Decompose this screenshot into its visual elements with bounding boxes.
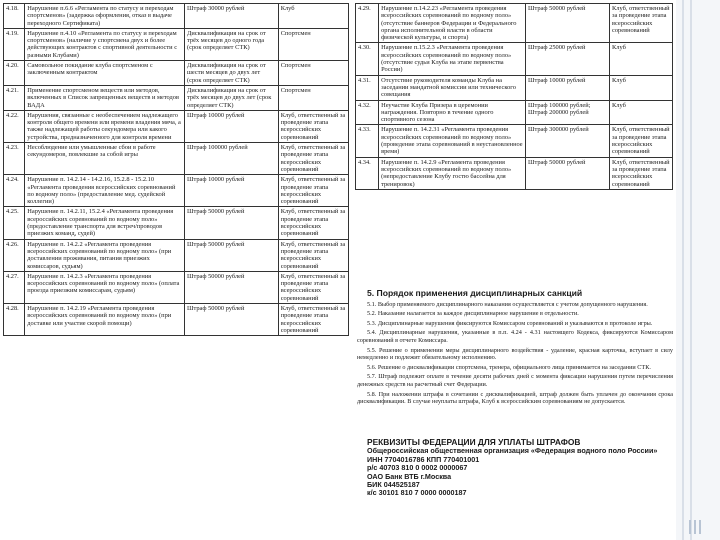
rule-description: Нарушения, связанные с необеспечением надлежащего контроля общего времени или времени владения мяча, а также надлежащей работы секундомера или какого устройства, предназначенного для контроля времени: [25, 110, 185, 142]
rule-description: Нарушение п. 14.2.9 «Регламента проведения всероссийских соревнований по водному поло» (непредоставление Клубу гостю бассейна для тренировок): [379, 157, 526, 189]
section-paragraph: 5.1. Выбор применяемого дисциплинарного наказания осуществляется с учетом допущенного нарушения.: [367, 300, 648, 308]
rule-responsible: Клуб, ответственный за проведение этапа всероссийских соревнований: [278, 143, 348, 175]
rule-penalty: Штраф 100000 рублей; Штраф 200000 рублей: [526, 100, 610, 125]
rule-responsible: Спортсмен: [278, 61, 348, 86]
sanctions-section: [357, 290, 673, 408]
rule-number: 4.25.: [4, 207, 25, 239]
table-row: [356, 100, 673, 125]
section-paragraph: 5.7. Штраф подлежит оплате в течение десяти рабочих дней с момента фиксации нарушения путем перечисления денежных средств на расчетный счет Федерации.: [357, 373, 673, 388]
rule-penalty: Дисквалификация на срок от трёх месяцев до двух лет (срок определяет СТК): [185, 85, 279, 110]
rule-responsible: Клуб, ответственный за проведение этапа всероссийских соревнований: [278, 239, 348, 271]
rule-penalty: Штраф 300000 рублей: [526, 125, 610, 157]
section-title: 5. Порядок применения дисциплинарных санкций: [367, 288, 583, 298]
rule-number: 4.18.: [4, 4, 25, 29]
rule-penalty: Штраф 50000 рублей: [526, 4, 610, 43]
section-paragraph: 5.4. Дисциплинарные нарушения, указанные в п.п. 4.24 - 4.31 настоящего Кодекса, фиксируются Комиссаром соревнований в отчете Комиссара.: [357, 329, 673, 344]
rule-description: Нарушение п. 14.2.11, 15.2.4 «Регламента проведения всероссийских соревнований по водному поло» (предоставление транспорта для встреч/проводов приезжих команд, судей): [25, 207, 185, 239]
table-row: [4, 303, 349, 335]
rule-responsible: Клуб, ответственный за проведение этапа всероссийских соревнований: [278, 271, 348, 303]
section-paragraph: 5.5. Решение о применении меры дисциплинарного воздействия - удаление, красная карточка, вступает в силу немедленно и подлежит обязательному исполнению.: [357, 346, 673, 362]
table-row: [4, 85, 349, 110]
right-document-page: [355, 0, 673, 540]
rule-number: 4.31.: [356, 75, 379, 100]
rule-penalty: Штраф 50000 рублей: [185, 303, 279, 335]
requisites-line: Общероссийская общественная организация «Федерация водного поло России»: [367, 446, 658, 456]
rule-penalty: Дисквалификация на срок от шести месяцев до двух лет (срок определяет СТК): [185, 61, 279, 86]
rule-penalty: Штраф 30000 рублей: [185, 4, 279, 29]
rule-number: 4.24.: [4, 175, 25, 207]
table-row: [4, 271, 349, 303]
rule-penalty: Штраф 50000 рублей: [185, 271, 279, 303]
table-row: [4, 143, 349, 175]
rule-penalty: Штраф 10000 рублей: [526, 75, 610, 100]
requisites-block: [367, 438, 667, 498]
section-paragraph: 5.6. Решение о дисквалификации спортсмена, тренера, официального лица принимается на заседании СТК.: [367, 363, 651, 371]
rule-responsible: Спортсмен: [278, 85, 348, 110]
rule-number: 4.27.: [4, 271, 25, 303]
rule-description: Самовольное покидание клуба спортсменом с заключенным контрактом: [25, 61, 185, 86]
section-paragraph: 5.2. Наказание налагается за каждое дисциплинарное нарушение в отдельности.: [367, 310, 579, 318]
rule-number: 4.28.: [4, 303, 25, 335]
rule-description: Нарушение п.6.6 «Регламента по статусу и переходам спортсменов» (задержка оформления, отказ в выдаче переходного Сертификата): [25, 4, 185, 29]
rule-responsible: Клуб: [610, 43, 673, 75]
rule-number: 4.33.: [356, 125, 379, 157]
rule-penalty: Дисквалификация на срок от трёх месяцев до одного года (срок определяет СТК): [185, 28, 279, 60]
rule-responsible: Клуб: [278, 4, 348, 29]
viewer-side-strip: [676, 0, 720, 540]
rule-responsible: Клуб, ответственный за проведение этапа всероссийских соревнований: [610, 157, 673, 189]
rule-responsible: Клуб, ответственный за проведение этапа всероссийских соревнований: [610, 125, 673, 157]
section-paragraph: 5.8. При наложении штрафа в сочетании с дисквалификацией, штраф должен быть уплачен до окончания срока дисквалификации. В случае неуплаты штрафа, Клуб к всероссийским соревнованиям не допускается.: [357, 390, 673, 406]
table-row: [356, 75, 673, 100]
page-marker-icon: [689, 520, 709, 534]
left-document-page: [0, 0, 350, 540]
rule-number: 4.21.: [4, 85, 25, 110]
rule-description: Несоблюдение или умышленные сбои в работе секундомеров, повлекшие за собой игры: [25, 143, 185, 175]
rule-number: 4.22.: [4, 110, 25, 142]
rule-description: Нарушение п.4.10 «Регламента по статусу и переходам спортсменов» (наличие у спортсмена двух и более действующих контрактов с спортивной деятельности с разными Клубами): [25, 28, 185, 60]
section-paragraph: 5.3. Дисциплинарные нарушения фиксируются Комиссаром соревнований и указываются в протоколе игры.: [367, 319, 653, 327]
rule-penalty: Штраф 50000 рублей: [185, 239, 279, 271]
rule-penalty: Штраф 25000 рублей: [526, 43, 610, 75]
rule-description: Неучастие Клуба Призера в церемонии награждения. Повторно в течение одного спортивного сезона: [379, 100, 526, 125]
table-row: [4, 207, 349, 239]
rule-responsible: Клуб, ответственный за проведение этапа всероссийских соревнований: [278, 175, 348, 207]
rule-description: Нарушение п.14.2.23 «Регламента проведения всероссийских соревнований по водному поло» (отсутствие баннеров Федерации и Федерального органа исполнительной власти в области физической культуры, и спорта): [379, 4, 526, 43]
rule-responsible: Клуб, ответственный за проведение этапа всероссийских соревнований: [278, 207, 348, 239]
table-row: [4, 175, 349, 207]
rule-penalty: Штраф 50000 рублей: [526, 157, 610, 189]
right-penalty-table: [355, 3, 673, 190]
rule-description: Нарушение п. 14.2.31 «Регламента проведения всероссийских соревнований по водному поло» (проведение этапа соревнований в неустановленное время): [379, 125, 526, 157]
requisites-title: РЕКВИЗИТЫ ФЕДЕРАЦИИ ДЛЯ УПЛАТЫ ШТРАФОВ: [367, 437, 581, 447]
table-row: [356, 43, 673, 75]
rule-description: Нарушение п. 14.2.2 «Регламента проведения всероссийских соревнований по водному поло» (при доставлении проживания, питания приезжих комиссаров, судьям): [25, 239, 185, 271]
rule-penalty: Штраф 10000 рублей: [185, 175, 279, 207]
rule-description: Нарушение п. 14.2.19 «Регламента проведения всероссийских соревнований по водному поло» (при доставке или участие скорой помощи): [25, 303, 185, 335]
requisites-line: р/с 40703 810 0 0002 0000067: [367, 463, 468, 473]
rule-responsible: Клуб: [610, 100, 673, 125]
table-row: [4, 61, 349, 86]
rule-responsible: Клуб, ответственный за проведение этапа всероссийских соревнований: [278, 303, 348, 335]
table-row: [356, 4, 673, 43]
requisites-line: ОАО Банк ВТБ г.Москва: [367, 471, 452, 481]
rule-number: 4.30.: [356, 43, 379, 75]
rule-description: Нарушение п. 14.2.3 «Регламента проведения всероссийских соревнований по водному поло» (оплата проезда приезжим комиссарам, судьям): [25, 271, 185, 303]
table-row: [356, 125, 673, 157]
rule-number: 4.34.: [356, 157, 379, 189]
rule-description: Нарушение п. 14.2.14 - 14.2.16, 15.2.8 - 15.2.10 «Регламента проведения всероссийских соревнований по водному поло» (предоставление мед. судейской коллегии): [25, 175, 185, 207]
rule-number: 4.19.: [4, 28, 25, 60]
rule-number: 4.32.: [356, 100, 379, 125]
requisites-line: БИК 044525187: [367, 480, 420, 490]
rule-number: 4.20.: [4, 61, 25, 86]
rule-responsible: Клуб, ответственный за проведение этапа всероссийских соревнований: [278, 110, 348, 142]
rule-description: Применение спортсменом веществ или методов, включенных в Список запрещенных веществ и методов ВАДА: [25, 85, 185, 110]
table-row: [356, 157, 673, 189]
requisites-line: к/с 30101 810 7 0000 0000187: [367, 488, 467, 498]
rule-penalty: Штраф 50000 рублей: [185, 207, 279, 239]
table-row: [4, 28, 349, 60]
table-row: [4, 239, 349, 271]
rule-description: Отсутствие руководителя команды Клуба на заседании мандатной комиссии или технического совещания: [379, 75, 526, 100]
rule-number: 4.29.: [356, 4, 379, 43]
rule-description: Нарушение п.15.2.3 «Регламента проведения всероссийских соревнований по водному поло» (отсутствие судьи Клуба на этапе первенства России): [379, 43, 526, 75]
table-row: [4, 110, 349, 142]
rule-responsible: Клуб: [610, 75, 673, 100]
rule-responsible: Клуб, ответственный за проведение этапа всероссийских соревнований: [610, 4, 673, 43]
requisites-line: ИНН 7704016786 КПП 770401001: [367, 454, 480, 464]
left-penalty-table: [3, 3, 349, 336]
table-row: [4, 4, 349, 29]
rule-penalty: Штраф 10000 рублей: [185, 110, 279, 142]
rule-penalty: Штраф 100000 рублей: [185, 143, 279, 175]
rule-number: 4.26.: [4, 239, 25, 271]
rule-number: 4.23.: [4, 143, 25, 175]
rule-responsible: Спортсмен: [278, 28, 348, 60]
